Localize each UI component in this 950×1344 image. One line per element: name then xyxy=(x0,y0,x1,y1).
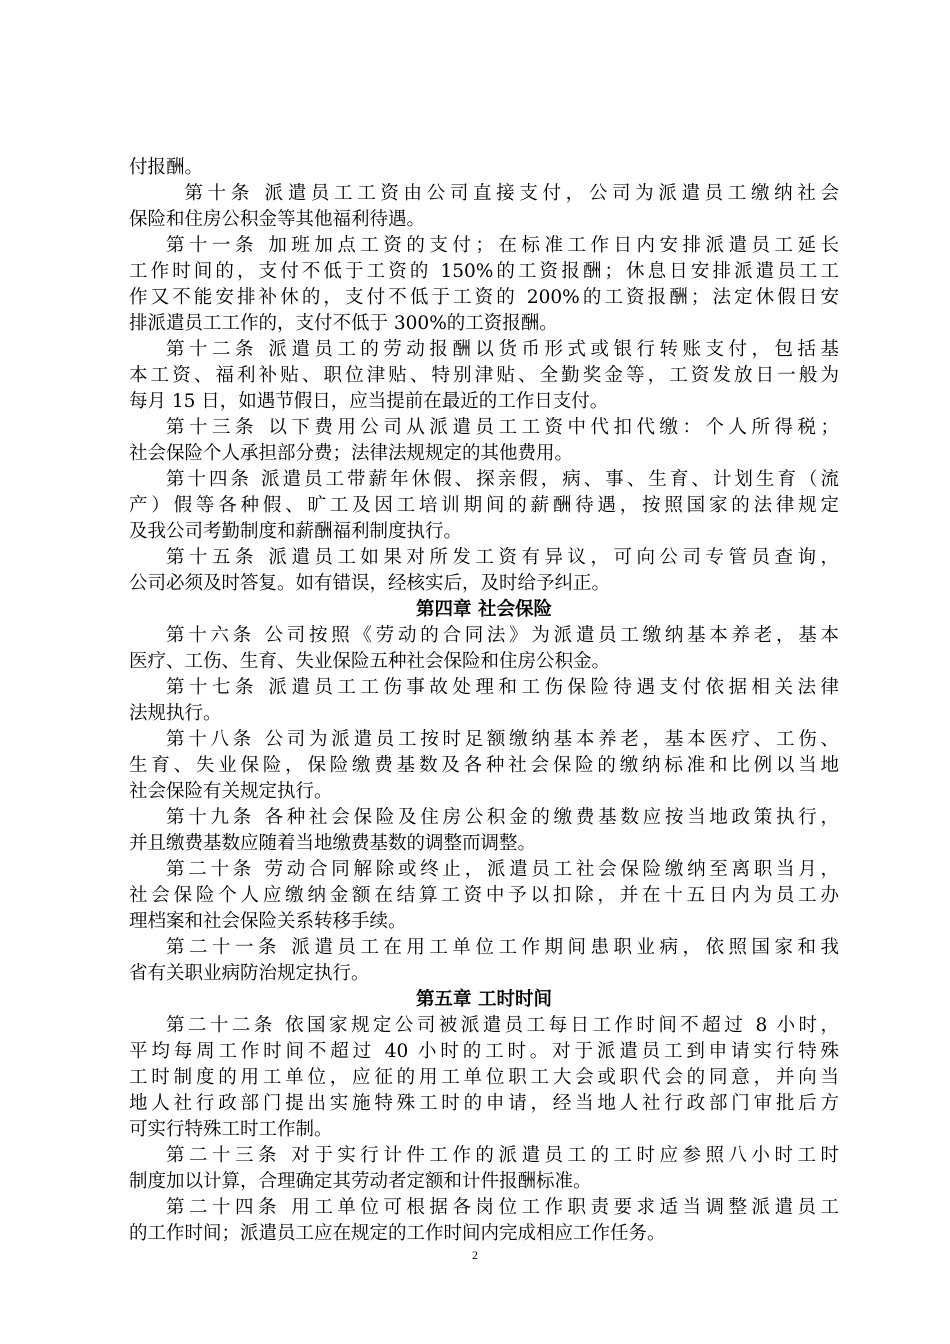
text-line: 公司必须及时答复。如有错误，经核实后，及时给予纠正。 xyxy=(129,573,611,594)
text-line: 第十四条 派遣员工带薪年休假、探亲假，病、事、生育、计划生育（流 xyxy=(166,469,839,490)
document-body xyxy=(129,155,839,1247)
chapter-heading: 第四章 社会保险 xyxy=(416,599,552,620)
text-line: 可实行特殊工时工作制。 xyxy=(129,1119,333,1140)
page-number: 2 xyxy=(472,1248,478,1262)
text-line: 平均每周工作时间不超过 40 小时的工时。对于派遣员工到申请实行特殊 xyxy=(129,1041,839,1062)
text-line: 工作时间的，支付不低于工资的 150%的工资报酬；休息日安排派遣员工工 xyxy=(129,261,839,282)
text-line: 产）假等各种假、旷工及因工培训期间的薪酬待遇，按照国家的法律规定 xyxy=(129,495,839,516)
text-line: 并且缴费基数应随着当地缴费基数的调整而调整。 xyxy=(129,833,537,854)
text-line: 第十五条 派遣员工如果对所发工资有异议，可向公司专管员查询， xyxy=(166,547,839,568)
text-line: 每月 15 日，如遇节假日，应当提前在最近的工作日支付。 xyxy=(129,391,609,412)
text-line: 的工作时间；派遣员工应在规定的工作时间内完成相应工作任务。 xyxy=(129,1223,666,1244)
text-line: 法规执行。 xyxy=(129,703,222,724)
text-line: 第二十条 劳动合同解除或终止，派遣员工社会保险缴纳至离职当月， xyxy=(166,859,839,880)
text-line: 理档案和社会保险关系转移手续。 xyxy=(129,911,407,932)
text-line: 第十条 派遣员工工资由公司直接支付，公司为派遣员工缴纳社会 xyxy=(184,183,839,204)
text-line: 社会保险个人应缴纳金额在结算工资中予以扣除，并在十五日内为员工办 xyxy=(129,885,839,906)
text-line: 社会保险个人承担部分费；法律法规规定的其他费用。 xyxy=(129,443,574,464)
text-line: 第十二条 派遣员工的劳动报酬以货币形式或银行转账支付，包括基 xyxy=(166,339,839,360)
text-line: 地人社行政部门提出实施特殊工时的申请，经当地人社行政部门审批后方 xyxy=(129,1093,839,1114)
text-line: 生育、失业保险，保险缴费基数及各种社会保险的缴纳标准和比例以当地 xyxy=(129,755,839,776)
text-line: 社会保险有关规定执行。 xyxy=(129,781,333,802)
text-line: 第十八条 公司为派遣员工按时足额缴纳基本养老，基本医疗、工伤、 xyxy=(166,729,839,750)
text-line: 第十六条 公司按照《劳动的合同法》为派遣员工缴纳基本养老，基本 xyxy=(166,625,839,646)
text-line: 省有关职业病防治规定执行。 xyxy=(129,963,370,984)
text-line: 医疗、工伤、生育、失业保险五种社会保险和住房公积金。 xyxy=(129,651,611,672)
text-line: 第二十一条 派遣员工在用工单位工作期间患职业病，依照国家和我 xyxy=(166,937,839,958)
chapter-heading: 第五章 工时时间 xyxy=(416,989,552,1010)
text-line: 本工资、福利补贴、职位津贴、特别津贴、全勤奖金等，工资发放日一般为 xyxy=(129,365,839,386)
text-line: 第二十二条 依国家规定公司被派遣员工每日工作时间不超过 8 小时， xyxy=(166,1015,839,1036)
text-line: 作又不能安排补休的，支付不低于工资的 200%的工资报酬；法定休假日安 xyxy=(129,287,839,308)
text-line: 第十一条 加班加点工资的支付；在标准工作日内安排派遣员工延长 xyxy=(166,235,839,256)
text-line: 工时制度的用工单位，应征的用工单位职工大会或职代会的同意，并向当 xyxy=(129,1067,839,1088)
text-line: 第十七条 派遣员工工伤事故处理和工伤保险待遇支付依据相关法律 xyxy=(166,677,839,698)
text-line: 付报酬。 xyxy=(129,157,204,178)
text-line: 第十三条 以下费用公司从派遣员工工资中代扣代缴：个人所得税； xyxy=(166,417,839,438)
text-line: 保险和住房公积金等其他福利待遇。 xyxy=(129,209,426,230)
text-line: 第二十四条 用工单位可根据各岗位工作职责要求适当调整派遣员工 xyxy=(166,1197,839,1218)
text-line: 第二十三条 对于实行计件工作的派遣员工的工时应参照八小时工时 xyxy=(166,1145,839,1166)
text-line: 第十九条 各种社会保险及住房公积金的缴费基数应按当地政策执行， xyxy=(166,807,839,828)
text-line: 排派遣员工工作的，支付不低于 300%的工资报酬。 xyxy=(129,313,558,334)
text-line: 及我公司考勤制度和薪酬福利制度执行。 xyxy=(129,521,463,542)
text-line: 制度加以计算，合理确定其劳动者定额和计件报酬标准。 xyxy=(129,1171,592,1192)
